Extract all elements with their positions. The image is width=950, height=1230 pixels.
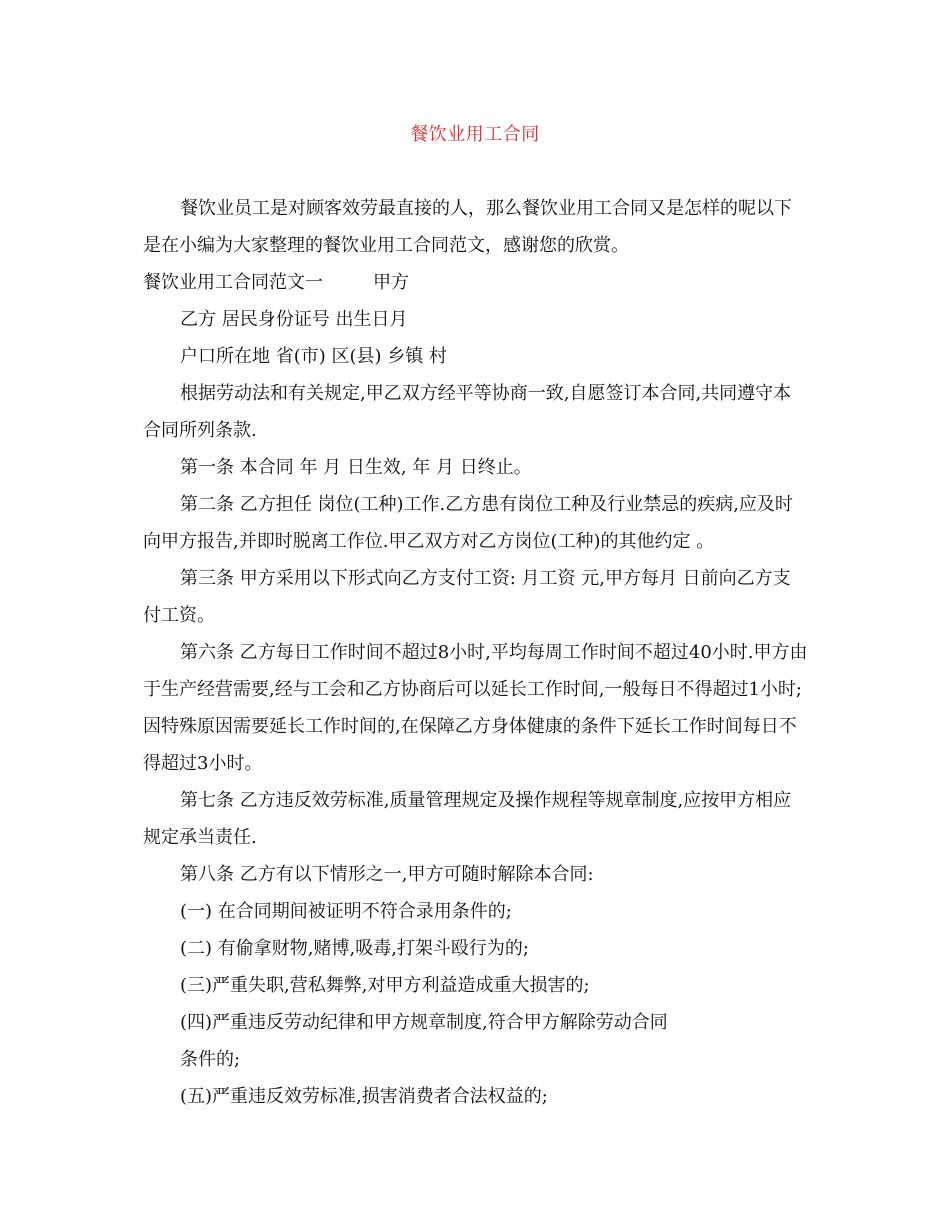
- section-heading-line: [143, 264, 808, 301]
- article-6: 第六条 乙方每日工作时间不超过8小时,平均每周工作时间不超过40小时.甲方由于生产经营需要,经与工会和乙方协商后可以延长工作时间,一般每日不得超过1小时;因特殊原因需要延长工作时间的,在保障乙方身体健康的条件下延长工作时间每日不得超过3小时。: [143, 642, 808, 774]
- party-b-line: 乙方 居民身份证号 出生日月: [180, 309, 408, 330]
- intro-paragraph: 餐饮业员工是对顾客效劳最直接的人，那么餐饮业用工合同又是怎样的呢以下是在小编为大家整理的餐饮业用工合同范文，感谢您的欣赏。: [143, 198, 792, 256]
- article-1: 第一条 本合同 年 月 日生效, 年 月 日终止。: [180, 457, 532, 478]
- article-3: 第三条 甲方采用以下形式向乙方支付工资: 月工资 元,甲方每月 日前向乙方支付工资。: [143, 568, 791, 626]
- article-8-item-1: (一) 在合同期间被证明不符合录用条件的;: [180, 901, 512, 922]
- article-8-item-5: (五)严重违反效劳标准,损害消费者合法权益的;: [180, 1086, 548, 1107]
- residence-line: 户口所在地 省(市) 区(县) 乡镇 村: [180, 346, 447, 367]
- preamble-paragraph: 根据劳动法和有关规定,甲乙双方经平等协商一致,自愿签订本合同,共同遵守本合同所列条款.: [143, 383, 792, 441]
- article-2: 第二条 乙方担任 岗位(工种)工作.乙方患有岗位工种及行业禁忌的疾病,应及时向甲方报告,并即时脱离工作位.甲乙双方对乙方岗位(工种)的其他约定 。: [143, 494, 793, 552]
- article-8: 第八条 乙方有以下情形之一,甲方可随时解除本合同:: [180, 864, 594, 885]
- party-a-label: 甲方: [373, 272, 409, 293]
- article-8-item-2: (二) 有偷拿财物,赌博,吸毒,打架斗殴行为的;: [180, 938, 529, 959]
- document-title: 餐饮业用工合同: [410, 124, 540, 145]
- document-body: [143, 190, 808, 1115]
- article-8-item-3: (三)严重失职,营私舞弊,对甲方利益造成重大损害的;: [180, 975, 590, 996]
- section-heading: 餐饮业用工合同范文一: [143, 272, 323, 293]
- article-8-item-4-continued: 条件的;: [180, 1049, 241, 1070]
- article-8-item-4: (四)严重违反劳动纪律和甲方规章制度,符合甲方解除劳动合同: [180, 1012, 668, 1033]
- article-7: 第七条 乙方违反效劳标准,质量管理规定及操作规程等规章制度,应按甲方相应规定承当责任.: [143, 790, 792, 848]
